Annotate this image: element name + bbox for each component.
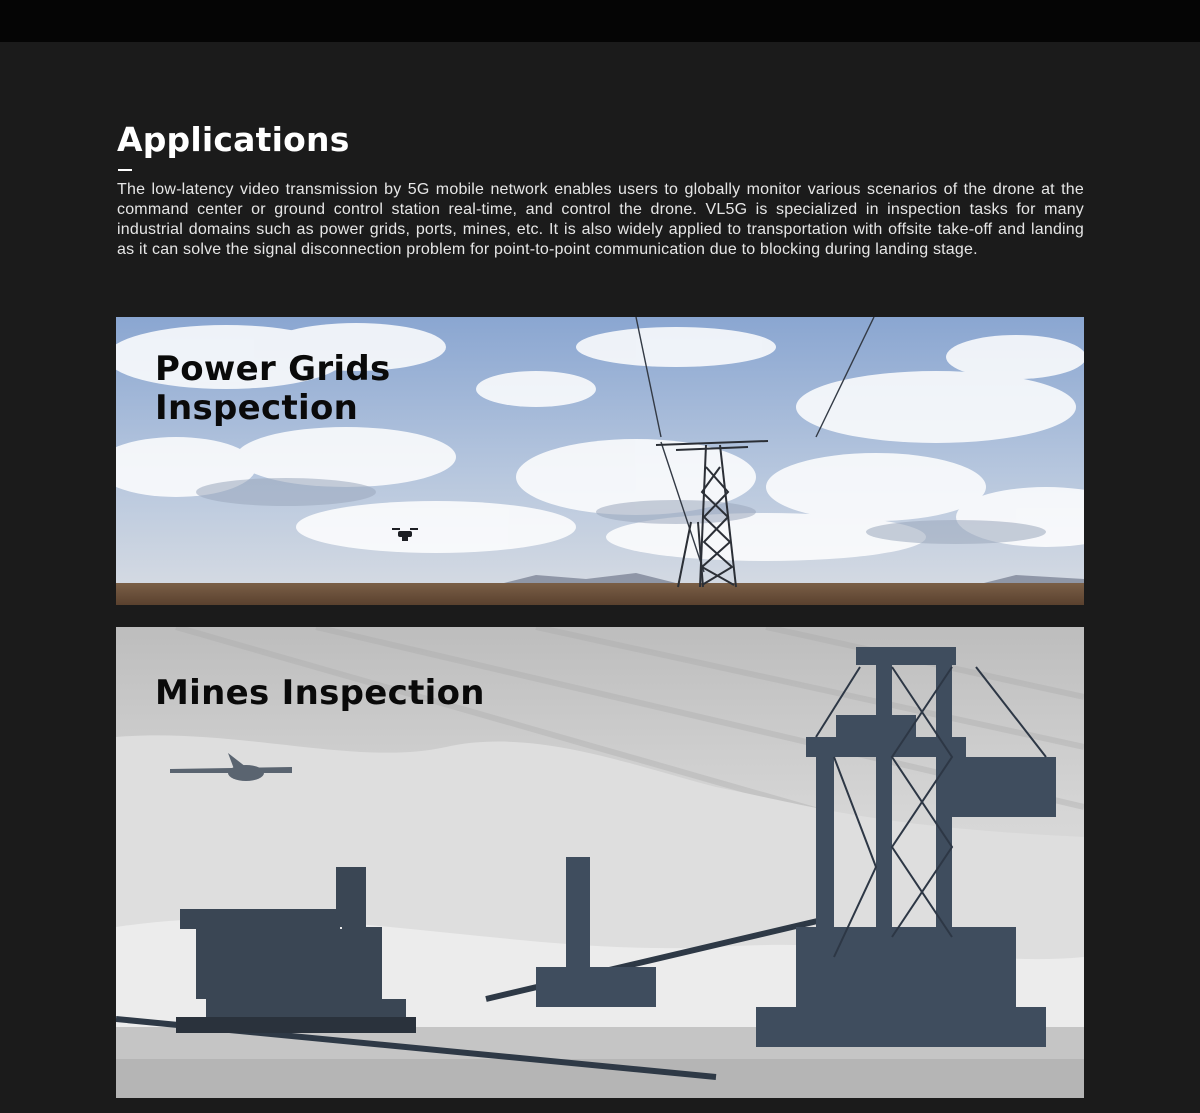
power-grids-panel: [116, 317, 1084, 605]
title-divider: [118, 169, 132, 171]
top-bar: [0, 0, 1200, 42]
mines-title: Mines Inspection: [155, 673, 485, 713]
section-title: Applications: [117, 120, 350, 159]
applications-section: [117, 120, 1084, 260]
section-description: The low-latency video transmission by 5G mobile network enables users to globally monitor various scenarios of the drone at the command center or ground control station real-time, and control the drone. VL5G is specialized in inspection tasks for many industrial domains such as power grids, ports, mines, etc. It is also widely applied to transportation with offsite take-off and landing as it can solve the signal disconnection problem for point-to-point communication due to blocking during landing stage.: [117, 181, 1084, 258]
mines-panel: [116, 627, 1084, 1098]
power-grids-title: Power Grids Inspection: [155, 349, 391, 428]
